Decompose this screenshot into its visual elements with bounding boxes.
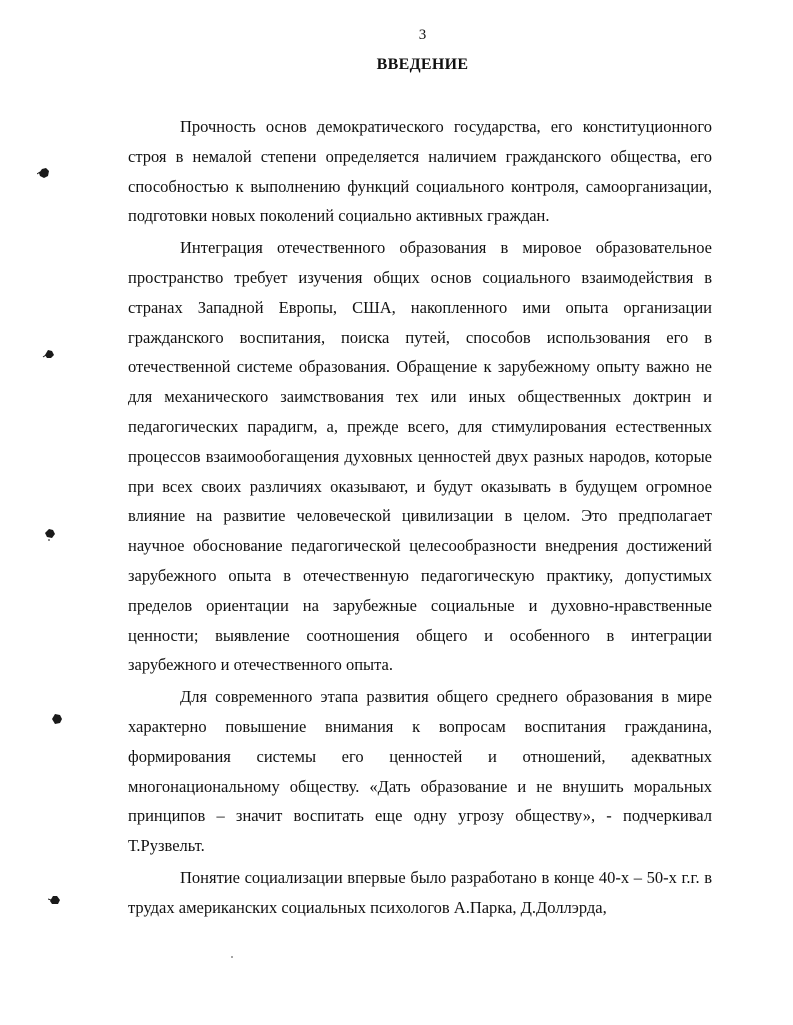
document-body (128, 112, 712, 923)
scan-speck (231, 956, 233, 958)
scan-mark-5 (48, 893, 60, 905)
paragraph-3: Для современного этапа развития общего среднего образования в мире характерно повышение внимания к вопросам воспитания гражданина, формирования системы его ценностей и отношений, адекватных многонациональному обществу. «Дать образование и не внушить моральных принципов – значит воспитать еще одну угрозу обществу», - подчеркивал Т.Рузвельт. (128, 687, 712, 856)
scan-mark-3 (43, 527, 55, 539)
scan-mark-4 (50, 712, 62, 724)
page-title: ВВЕДЕНИЕ (376, 56, 469, 73)
paragraph-1: Прочность основ демократического государства, его конституционного строя в немалой степени определяется наличием гражданского общества, его способностью к выполнению функций социального контроля, самоорганизации, подготовки новых поколений социально активных граждан. (128, 117, 712, 226)
scan-mark-1 (37, 166, 49, 178)
scan-mark-2 (42, 347, 54, 359)
paragraph-4: Понятие социализации впервые было разработано в конце 40-х – 50-х г.г. в трудах американских социальных психологов А.Парка, Д.Доллэрда, (128, 867, 712, 917)
page-number: 3 (418, 27, 427, 43)
paragraph-2: Интеграция отечественного образования в мировое образовательное пространство требует изучения общих основ социального взаимодействия в странах Западной Европы, США, накопленного ими опыта организации гражданского воспитания, поиска путей, способов использования его в отечественной системе образования. Обращение к зарубежному опыту важно не для механического заимствования тех или иных общественных доктрин и педагогических парадигм, а, прежде всего, для стимулирования естественных процессов взаимообогащения духовных ценностей двух разных народов, которые при всех своих различиях оказывают, и будут оказывать в будущем огромное влияние на развитие человеческой цивилизации в целом. Это предполагает научное обоснование педагогической целесообразности внедрения достижений зарубежного опыта в отечественную педагогическую практику, допустимых пределов ориентации на зарубежные социальные и духовно-нравственные ценности; выявление соотношения общего и особенного в интеграции зарубежного и отечественного опыта. (128, 238, 712, 675)
